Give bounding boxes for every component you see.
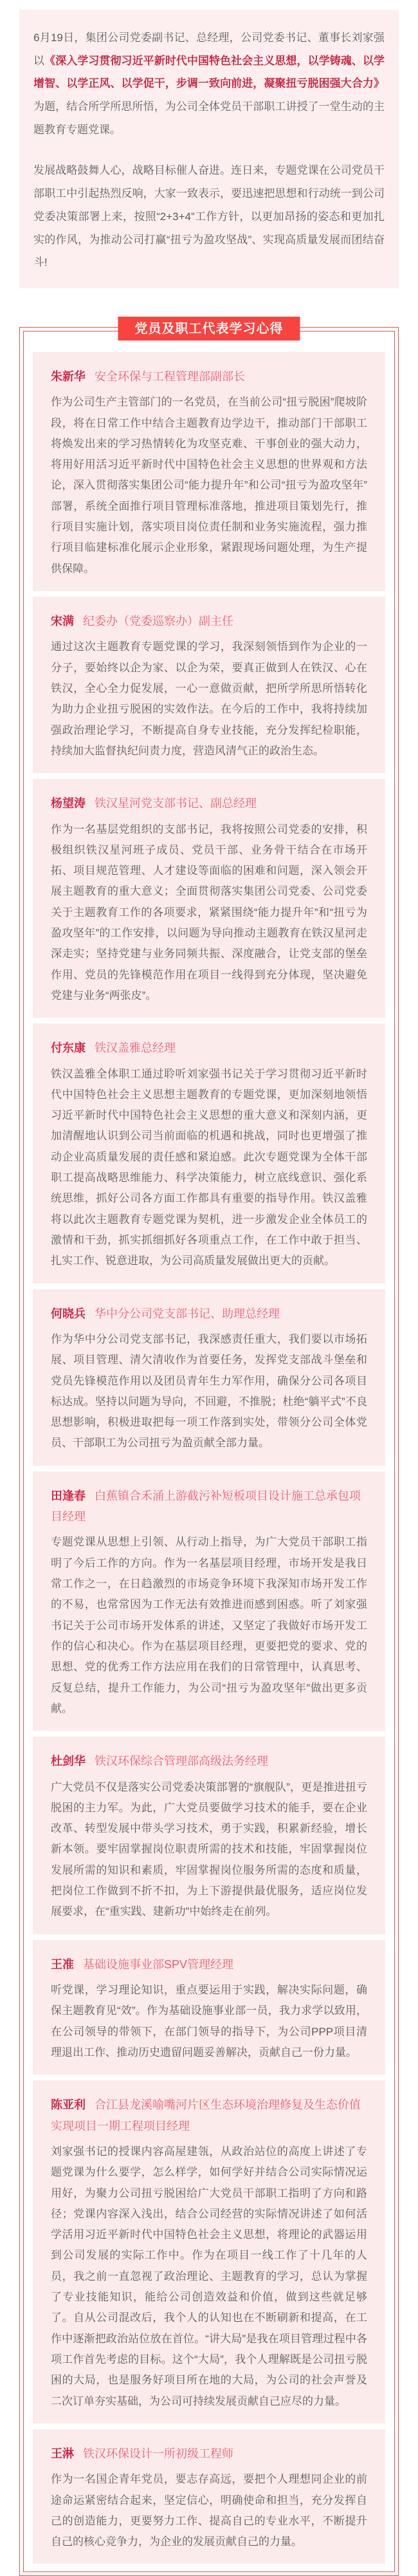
member-card	[33, 1289, 385, 1466]
member-card-header	[51, 793, 367, 814]
member-name: 朱新华	[51, 369, 86, 383]
member-name: 田逢春	[51, 1489, 86, 1502]
member-job-title: 白蕉镇合禾涌上游截污补短板项目设计施工总承包项目经理	[51, 1489, 361, 1524]
article-page	[0, 10, 418, 2555]
learning-notes-section	[19, 321, 399, 2576]
member-card	[33, 779, 385, 1018]
member-job-title: 合江县龙溪喻嘴河片区生态环境治理修复及生态价值实现项目一期工程项目经理	[51, 2098, 361, 2133]
member-job-title: 铁汉星河党支部书记、副总经理	[95, 797, 257, 810]
member-card	[33, 597, 385, 773]
member-name: 王准	[51, 1957, 74, 1971]
member-testimonial-text: 铁汉盖雅全体职工通过聆听刘家强书记关于学习贯彻习近平新时代中国特色社会主义思想主题教育的专题党课，更加深刻地领悟习近平新时代中国特色社会主义思想的重大意义和深刻内涵，更加清醒地认识到公司当前面临的机遇和挑战，同时也更增强了推动企业高质量发展的责任感和紧迫感。此次专题党课为全体干部职工提高战略思维能力、科学决策能力，树立底线意识、强化系统思维，抓好公司各方面工作都具有重要的指导作用。铁汉盖雅将以此次主题教育专题党课为契机，进一步激发企业全体员工的激情和干劲，抓实抓细抓好各项重点工作，在工作中敢于担当、扎实工作、锐意进取，为公司高质量发展做出更大的贡献。	[51, 1067, 367, 1267]
member-card	[33, 352, 385, 591]
member-card-header	[51, 2095, 367, 2136]
intro-paragraph-1	[33, 26, 385, 141]
member-card	[33, 1940, 385, 2075]
member-card	[33, 1737, 385, 1934]
member-name: 杨望涛	[51, 797, 86, 810]
member-name: 宋满	[51, 614, 74, 628]
section-banner-title: 党员及职工代表学习心得	[118, 317, 300, 341]
intro-paragraph-2: 发展战略鼓舞人心，战略目标催人奋进。连日来，专题党课在公司党员干部职工中引起热烈反响，大家一致表示，要迅速把思想和行动统一到公司党委决策部署上来，按照“2+3+4”工作方针，以更加昂扬的姿态和更加扎实的作风，为推动公司打赢“扭亏为盈攻坚战”、实现高质量发展而团结奋斗!	[33, 164, 385, 269]
member-card	[33, 1471, 385, 1731]
member-card-header	[51, 1038, 367, 1058]
member-job-title: 安全环保与工程管理部副部长	[95, 369, 245, 383]
member-testimonial-text: 专题党课从思想上引领、从行动上指导，为广大党员干部职工指明了今后工作的方向。作为一名基层项目经理，市场开发是我日常工作之一，在日趋激烈的市场竞争环境下我深知市场开发工作的不易，也常常因为工作无法有效推进而感到困惑。听了刘家强书记关于公司市场开发体系的讲述，又坚定了我做好市场开发工作的信心和决心。作为在基层项目经理，更要把党的要求、党的思想、党的优秀工作方法应用在我们的日常管理中，认真思考、反复总结，提升工作能力，为公司“扭亏为盈攻坚年”做出更多贡献。	[51, 1536, 367, 1715]
member-job-title: 华中分公司党支部书记、助理总经理	[95, 1307, 280, 1320]
member-name: 王淋	[51, 2447, 74, 2460]
member-card-header	[51, 2443, 367, 2464]
member-card-header	[51, 1751, 367, 1771]
member-testimonial-text: 通过这次主题教育专题党课的学习，我深刻领悟到作为企业的一分子，要始终以企为家、以企为荣，要真正做到人在铁汉、心在铁汉，全心全力促发展，一心一意做贡献，把所学所思所悟转化为助力企业扭亏脱困的实效作法。在今后的工作中，我将持续加强政治理论学习，不断提高自身专业技能，充分发挥纪检职能，持续加大监督执纪问责力度，营造风清气正的政治生态。	[51, 640, 367, 757]
member-name: 何晓兵	[51, 1307, 86, 1320]
member-testimonial-text: 作为一名基层党组织的支部书记，我将按照公司党委的安排，积极组织铁汉星河班子成员、党员干部、业务骨干结合在市场开拓、项目规范管理、人才建设等面临的困难和问题，深入领会开展主题教育的重大意义；全面贯彻落实集团公司党委、公司党委关于主题教育工作的各项要求，紧紧围绕“能力提升年”和“扭亏为盈攻坚年”的工作安排，以问题为导向推动主题教育在铁汉星河走深走实；坚持党建与业务同频共振、深度融合，让党支部的堡垒作用、党员的先锋模范作用在项目一线得到充分体现，坚决避免党建与业务“两张皮”。	[51, 823, 367, 1002]
intro-paragraph-1-tail: 为题，结合所学所思所悟，为公司全体党员干部职工讲授了一堂生动的主题教育专题党课。	[33, 100, 385, 136]
intro-paragraph-1-lead: 6月19日，集团公司党委副书记、总经理，公司党委书记、董事长刘家强以	[33, 32, 385, 67]
member-testimonial-text: 刘家强书记的授课内容高屋建瓴，从政治站位的高度上讲述了专题党课为什么要学，怎么样学，如何学好并结合公司实际情况运用好，为聚力公司扭亏脱困给广大党员干部职工指明了方向和路径；党课内容深入浅出，结合公司经营的实际情况讲述了如何活学活用习近平新时代中国特色社会主义思想，将理论的武器运用到公司发展的实际工作中。作为在项目一线工作了十几年的人员，我之前一直忽视了政治理论、主题教育的学习，总认为掌握了专业技能知识，能给公司创造效益和价值，做到这些就足够了。自从公司混改后，我个人的认知也在不断刷新和提高，在工作中逐渐把政治站位放在首位。“讲大局”是我在项目管理过程中各项工作首先考虑的目标。这个“大局”，我个人理解既是公司扭亏脱困的大局，也是服务好项目所在地的大局，为公司的社会声誉及二次订单夯实基础，为公司可持续发展贡献自己应尽的力量。	[51, 2145, 367, 2407]
member-job-title: 基础设施事业部SPV管理经理	[83, 1957, 234, 1971]
member-card-list	[33, 352, 385, 2564]
member-card-header	[51, 611, 367, 631]
member-job-title: 纪委办（党委巡察办）副主任	[83, 614, 233, 628]
intro-highlight-title: 《深入学习贯彻习近平新时代中国特色社会主义思想，以学铸魂、以学增智、以学正风、以学促干，步调一致向前进，凝聚扭亏脱困强大合力》	[33, 54, 385, 90]
member-name: 付东康	[51, 1041, 86, 1055]
member-card-header	[51, 366, 367, 387]
member-card-header	[51, 1303, 367, 1324]
member-card-header	[51, 1486, 367, 1527]
member-testimonial-text: 作为华中分公司党支部书记，我深感责任重大，我们要以市场拓展、项目管理、清欠清收作为首要任务，发挥党支部战斗堡垒和党员先锋模范作用以及团员青年生力军作用，确保分公司各项目标达成。坚持以问题为导向，不回避，不推脱；杜绝“躺平式”不良思想影响，积极进取把每一项工作落到实处，带领分公司全体党员、干部职工为公司扭亏为盈贡献全部力量。	[51, 1332, 367, 1450]
member-card-header	[51, 1954, 367, 1975]
member-testimonial-text: 作为一名国企青年党员，要志存高远，要把个人理想同企业的前途命运紧密结合起来，坚定信心，明确使命和担当，充分发挥自己的创造能力，更要努力工作、提高自己的专业水平，不断提升自己的核心竞争力，为企业的发展贡献自己的力量。	[51, 2473, 367, 2548]
member-job-title: 铁汉环保设计一所初级工程师	[83, 2447, 233, 2460]
member-name: 陈亚利	[51, 2098, 86, 2112]
intro-block	[19, 10, 399, 288]
member-card	[33, 1023, 385, 1283]
frame-inner-border	[23, 331, 395, 2573]
member-testimonial-text: 广大党员不仅是落实公司党委决策部署的“旗舰队”，更是推进扭亏脱困的主力军。为此，广大党员要做学习技术的能手，要在企业改革、转型发展中带头学习技术，勇于实践，积累新经验，增长新本领。要牢固掌握岗位职责所需的技术和技能，牢固掌握岗位发展所需的知识和素质，牢固掌握岗位服务所需的态度和质量，把岗位工作做到不折不扣，为上下游提供最优服务，适应岗位发展要求，在“重实践、建新功”中始终走在前列。	[51, 1780, 367, 1918]
member-testimonial-text: 听党课，学习理论知识，重点要运用于实践，解决实际问题，确保主题教育见“效”。作为基础设施事业部一员，我力求学以致用，在公司领导的带领下，在部门领导的指导下，为公司PPP项目清理退出工作、推动历史遗留问题妥善解决，贡献自己一份力量。	[51, 1984, 367, 2058]
member-job-title: 铁汉环保综合管理部高级法务经理	[95, 1755, 268, 1768]
member-card	[33, 2429, 385, 2564]
member-testimonial-text: 作为公司生产主管部门的一名党员，在当前公司“扭亏脱困”爬坡阶段，将在日常工作中结合主题教育边学边干，推动部门干部职工将焕发出来的学习热情转化为攻坚克难、干事创业的强大动力，将用好用活习近平新时代中国特色社会主义思想的世界观和方法论，深入贯彻落实集团公司“能力提升年”和公司“扭亏为盈攻坚年”部署，系统全面推行项目管理标准落地，推进项目策划先行，推行项目实施计划，落实项目岗位责任制和业务实施流程，强力推行项目临建标准化展示企业形象，紧跟现场问题处理，为生产提供保障。	[51, 396, 367, 575]
member-card	[33, 2080, 385, 2423]
member-job-title: 铁汉盖雅总经理	[95, 1041, 176, 1055]
member-name: 杜剑华	[51, 1755, 86, 1768]
